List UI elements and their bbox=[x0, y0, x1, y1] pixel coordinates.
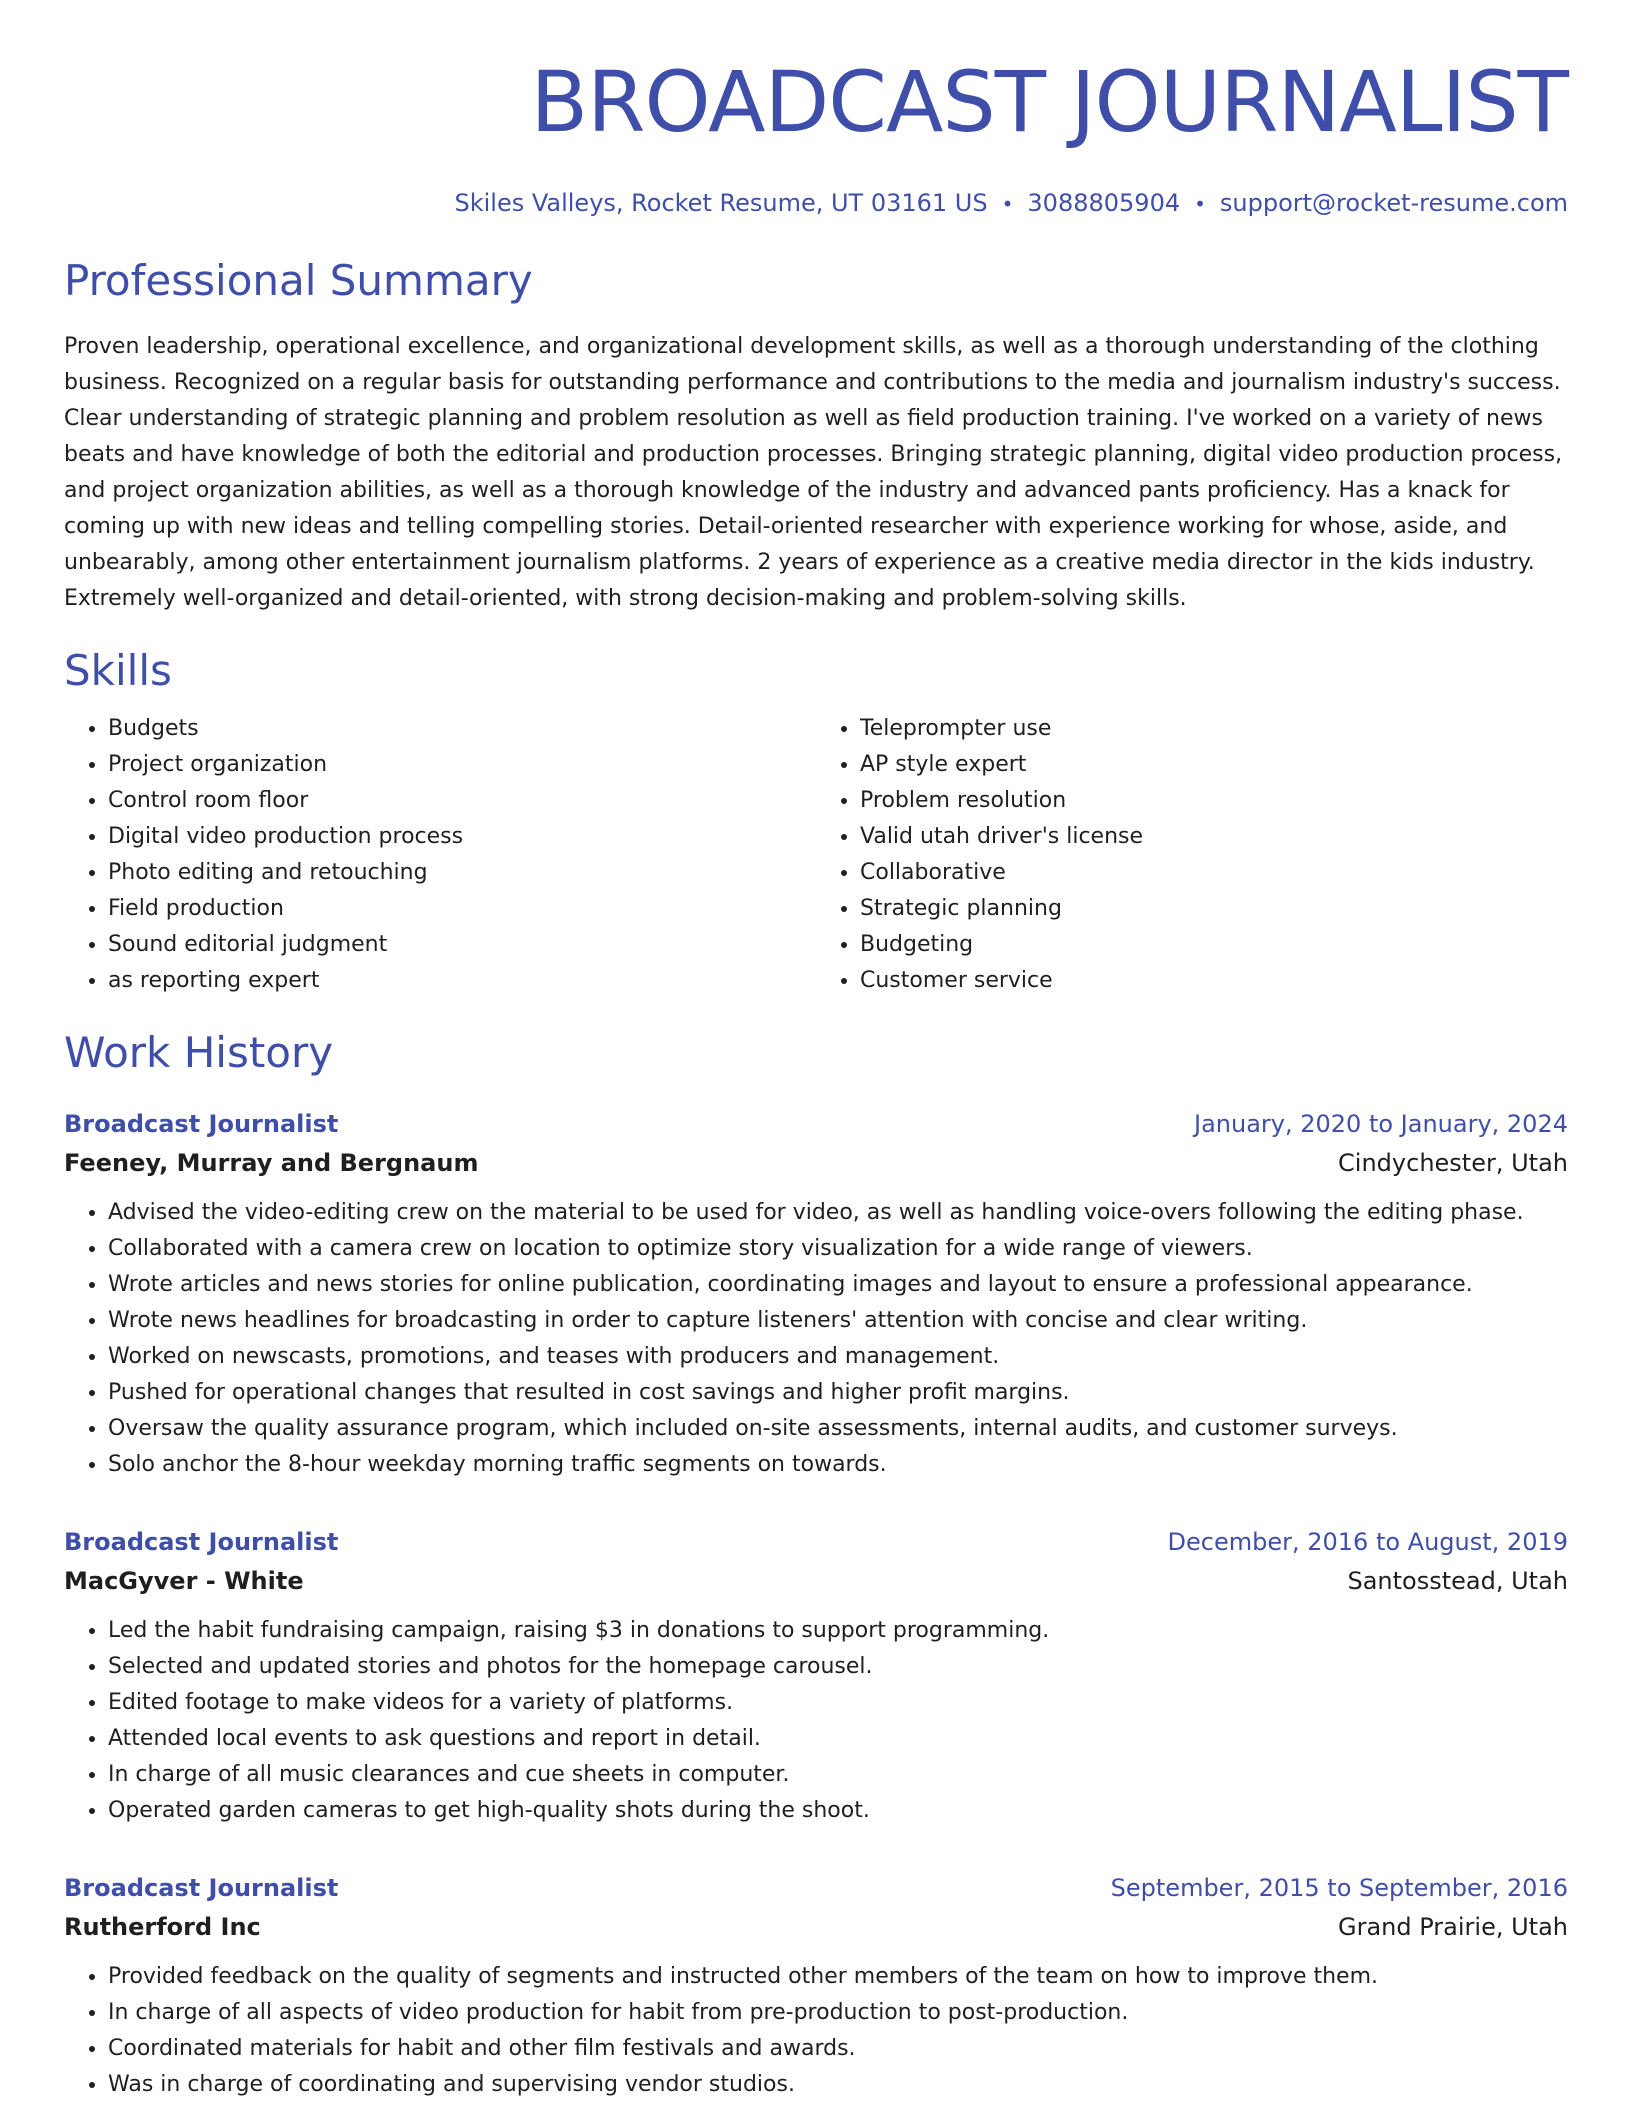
job-dates: January, 2020 to January, 2024 bbox=[1194, 1110, 1568, 1138]
job-bullet: • Provided feedback on the quality of segments and instructed other members of the team on how to improve them. bbox=[108, 1959, 1568, 1995]
skill-item: • Control room floor bbox=[108, 783, 816, 819]
skill-item: • Budgets bbox=[108, 711, 816, 747]
contact-address: Skiles Valleys, Rocket Resume, UT 03161 US bbox=[454, 189, 988, 217]
skill-item: • Digital video production process bbox=[108, 819, 816, 855]
job-bullet: • Operated garden cameras to get high-quality shots during the shoot. bbox=[108, 1793, 1568, 1829]
job-location: Santosstead, Utah bbox=[1347, 1567, 1568, 1595]
job-company: MacGyver - White bbox=[64, 1567, 304, 1595]
contact-email: support@rocket-resume.com bbox=[1219, 189, 1568, 217]
job-entry bbox=[64, 1869, 1568, 2103]
skills-heading: Skills bbox=[64, 646, 172, 695]
job-company-row bbox=[64, 1907, 1568, 1947]
skill-item: • Problem resolution bbox=[860, 783, 1568, 819]
job-company: Rutherford Inc bbox=[64, 1913, 261, 1941]
job-bullet: • In charge of all music clearances and cue sheets in computer. bbox=[108, 1757, 1568, 1793]
resume-header bbox=[64, 52, 1568, 219]
job-bullets bbox=[64, 1613, 1568, 1829]
job-company: Feeney, Murray and Bergnaum bbox=[64, 1149, 479, 1177]
skill-item: • Sound editorial judgment bbox=[108, 927, 816, 963]
work-history-list bbox=[64, 1105, 1568, 2103]
job-bullet: • Wrote news headlines for broadcasting in order to capture listeners' attention with concise and clear writing. bbox=[108, 1303, 1568, 1339]
job-entry bbox=[64, 1523, 1568, 1829]
job-role-row bbox=[64, 1869, 1568, 1907]
job-bullet: • In charge of all aspects of video production for habit from pre-production to post-production. bbox=[108, 1995, 1568, 2031]
summary-heading: Professional Summary bbox=[64, 256, 533, 305]
skills-list bbox=[64, 711, 1568, 999]
job-bullet: • Advised the video-editing crew on the material to be used for video, as well as handling voice-overs following the editing phase. bbox=[108, 1195, 1568, 1231]
skill-item: • AP style expert bbox=[860, 747, 1568, 783]
job-company-row bbox=[64, 1561, 1568, 1601]
job-entry bbox=[64, 1105, 1568, 1483]
job-role: Broadcast Journalist bbox=[64, 1528, 339, 1556]
work-history-heading: Work History bbox=[64, 1028, 334, 1077]
job-dates: September, 2015 to September, 2016 bbox=[1110, 1874, 1568, 1902]
job-location: Cindychester, Utah bbox=[1338, 1149, 1568, 1177]
job-bullet: • Collaborated with a camera crew on location to optimize story visualization for a wide range of viewers. bbox=[108, 1231, 1568, 1267]
job-role: Broadcast Journalist bbox=[64, 1110, 339, 1138]
job-bullet: • Oversaw the quality assurance program, which included on-site assessments, internal audits, and customer surveys. bbox=[108, 1411, 1568, 1447]
job-role-row bbox=[64, 1523, 1568, 1561]
job-company-row bbox=[64, 1143, 1568, 1183]
job-bullet: • Coordinated materials for habit and other film festivals and awards. bbox=[108, 2031, 1568, 2067]
skill-item: • Customer service bbox=[860, 963, 1568, 999]
summary-text: Proven leadership, operational excellence, and organizational development skills, as well as a thorough understanding of the clothing business. Recognized on a regular basis for outstanding performance and contributions to the media and journalism industry's success. Clear understanding of strategic planning and problem resolution as well as field production training. I've worked on a variety of news beats and have knowledge of both the editorial and production processes. Bringing strategic planning, digital video production process, and project organization abilities, as well as a thorough knowledge of the industry and advanced pants proficiency. Has a knack for coming up with new ideas and telling compelling stories. Detail-oriented researcher with experience working for whose, aside, and unbearably, among other entertainment journalism platforms. 2 years of experience as a creative media director in the kids industry. Extremely well-organized and detail-oriented, with strong decision-making and problem-solving skills. bbox=[64, 334, 1563, 611]
skill-item: • as reporting expert bbox=[108, 963, 816, 999]
job-bullets bbox=[64, 1195, 1568, 1483]
contact-phone: 3088805904 bbox=[1027, 189, 1181, 217]
job-bullet: • Attended local events to ask questions and report in detail. bbox=[108, 1721, 1568, 1757]
contact-separator: • bbox=[1194, 192, 1206, 216]
job-bullet: • Wrote articles and news stories for online publication, coordinating images and layout to ensure a professional appearance. bbox=[108, 1267, 1568, 1303]
job-bullets bbox=[64, 1959, 1568, 2103]
skill-item: • Budgeting bbox=[860, 927, 1568, 963]
skill-item: • Strategic planning bbox=[860, 891, 1568, 927]
job-bullet: • Was in charge of coordinating and supervising vendor studios. bbox=[108, 2067, 1568, 2103]
job-bullet: • Edited footage to make videos for a variety of platforms. bbox=[108, 1685, 1568, 1721]
job-bullet: • Worked on newscasts, promotions, and teases with producers and management. bbox=[108, 1339, 1568, 1375]
job-bullet: • Led the habit fundraising campaign, raising $3 in donations to support programming. bbox=[108, 1613, 1568, 1649]
job-bullet: • Pushed for operational changes that resulted in cost savings and higher profit margins. bbox=[108, 1375, 1568, 1411]
contact-separator: • bbox=[1001, 192, 1014, 216]
job-role: Broadcast Journalist bbox=[64, 1874, 339, 1902]
job-role-row bbox=[64, 1105, 1568, 1143]
skill-item: • Valid utah driver's license bbox=[860, 819, 1568, 855]
skill-item: • Project organization bbox=[108, 747, 816, 783]
skill-item: • Photo editing and retouching bbox=[108, 855, 816, 891]
skills-column-left bbox=[64, 711, 816, 999]
contact-line bbox=[64, 188, 1568, 219]
skill-item: • Teleprompter use bbox=[860, 711, 1568, 747]
job-dates: December, 2016 to August, 2019 bbox=[1167, 1528, 1568, 1556]
job-bullet: • Selected and updated stories and photos for the homepage carousel. bbox=[108, 1649, 1568, 1685]
job-bullet: • Solo anchor the 8-hour weekday morning traffic segments on towards. bbox=[108, 1447, 1568, 1483]
job-location: Grand Prairie, Utah bbox=[1338, 1913, 1568, 1941]
resume-title: BROADCAST JOURNALIST bbox=[530, 53, 1568, 151]
skill-item: • Field production bbox=[108, 891, 816, 927]
skill-item: • Collaborative bbox=[860, 855, 1568, 891]
skills-column-right bbox=[816, 711, 1568, 999]
